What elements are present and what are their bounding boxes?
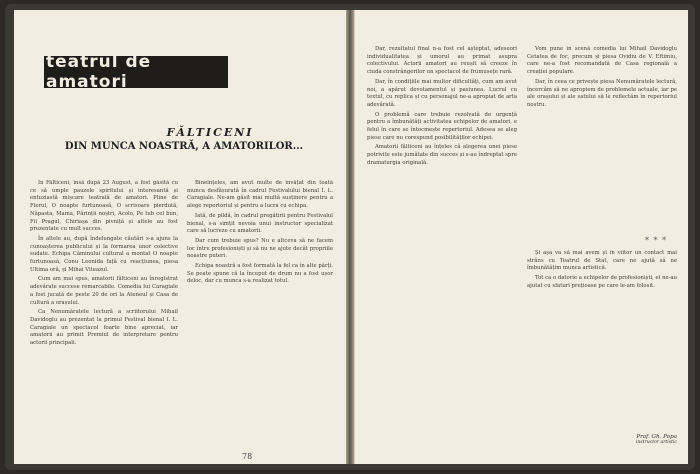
section-title-banner (44, 52, 228, 92)
section-title: teatrul de amatori (46, 52, 152, 92)
book-gutter (346, 10, 354, 464)
paragraph: O problemă care trebuie rezolvată de urgență pentru a îmbunătăți activitatea echipelor de amatori, e felul în care se întocmește repertoriul. Adesea se aleg piese care nu corespund posibilităților echipei. (367, 111, 517, 141)
left-column-2 (187, 180, 333, 450)
paragraph: Dar, rezultatul final n-a fost cel așteptat, adeseori individualitatea și umorul au primat asupra colectivului. Actorii amatori au reușit să creeze în ciuda constrângerilor un spectacol de frumusețe rară. (367, 46, 517, 76)
author-signature (585, 434, 677, 445)
paragraph: Iată, de pildă, în cadrul pregătirii pentru Festivalul bienal, s-a simțit nevoia unui instructor specializat care să lucreze cu amatorii. (187, 212, 333, 235)
left-column-1 (30, 180, 178, 450)
paragraph: Cum am mai spus, amatorii fălticeni au înregistrat adevărate succese remarcabile. Comedia lui Caragiale a fost jucată de peste 20 de ori la Ateneul și Casa de cultură a orașului. (30, 276, 178, 306)
right-column-2-top (527, 46, 677, 231)
left-page (14, 10, 347, 464)
section-break: * * * (645, 236, 668, 245)
page-number: 78 (242, 452, 253, 461)
open-book (5, 4, 695, 470)
paragraph: Tot ca o datorie a echipelor de profesioniști, ei ne-au ajutat cu sfaturi prețioase pe care le-am folosit. (527, 275, 677, 289)
paragraph: Vom pune în scenă comedia lui Mihail Davidoglu Cetatea de foc, precum și piesa Ovidiu de V. Eftimiu, care ne-a fost recomandată de Casa regională a creației populare. (527, 46, 677, 76)
paragraph: În Fălticeni, însă după 23 August, a fost găsită cu ce să umple pauzele spiritului și interesantă și entuziastă mișcare teatrală de amatori. Pline de Fierul, O noapte furtunoasă, O scrisoare pierdută, Năpasta, Mama, Părinții noștri, Acolo, Pe tub cel bun, Fii Pragul, Chiriașa din pivniță și altele au fost prezentate cu mult succes. (30, 180, 178, 233)
author-name: Prof. Gh. Popa (636, 434, 677, 440)
paragraph: În altele au, după îndelungate căutări s-a ajuns la cunoașterea publicului și la formarea unor colective sudate. Echipa Căminului cultural a montat O noapte furtunoasă, Conu Leonida față cu reacțiunea, piesa Ultima oră, și Mihai Viteazul. (30, 235, 178, 273)
article-heading: DIN MUNCA NOASTRĂ, A AMATORILOR... (64, 141, 304, 152)
paragraph: Dar cum trebuie spus? Nu e altceva să ne facem loc între profesioniști și să nu ne ajute decât propriile noastre puteri. (187, 237, 333, 260)
right-page (354, 10, 688, 464)
paragraph: Dar, în ceea ce privește piesa Nenumăratele lectură, încercăm să ne apropiem de problemele actuale, iar pe ale orașului și ale satului să le reflectăm în repertoriul nostru. (527, 78, 677, 108)
paragraph: Dar, în condițiile mai multor dificultăți, cum am avut noi, a apărut devotamentul și pasiunea. Lucrul cu textul, cu replica și cu personajul ne-a apropiat de arta adevărată. (367, 78, 517, 108)
paragraph: Bineînțeles, am avut multe de învățat din toată munca desfășurată în cadrul Festivalului bienal I. L. Caragiale. Ne-am găsit mai multă susținere pentru a alege repertoriul și pentru a lucra cu echipa. (187, 180, 333, 210)
paragraph: Și așa va să mai avem și în viitor un contact mai strâns cu Teatrul de Stat, care ne ajută să ne îmbunătățim munca artistică. (527, 250, 677, 272)
right-column-2-bottom (527, 250, 677, 426)
article-town: FĂLTICENI (166, 126, 254, 139)
paragraph: Echipa noastră a fost formată la fel ca în alte părți. Se poate spune că la început de drum nu a fost ușor deloc, dar cu munca s-a realizat totul. (187, 263, 333, 285)
paragraph: Amatorii fălticeni au înțeles că alegerea unei piese potrivite este jumătate din succes și s-au îndreptat spre dramaturgia originală. (367, 144, 517, 166)
paragraph: Ca Nenumăratele lectură a scriitorului Mihail Davidoglu au prezentat la primul Festival bienal I. L. Caragiale un spectacol foarte bine apreciat, iar amatorii au primit Premiul de interpretare pentru actorii principali. (30, 309, 178, 347)
author-title: instructor artistic (635, 440, 677, 445)
right-column-1 (367, 46, 517, 456)
